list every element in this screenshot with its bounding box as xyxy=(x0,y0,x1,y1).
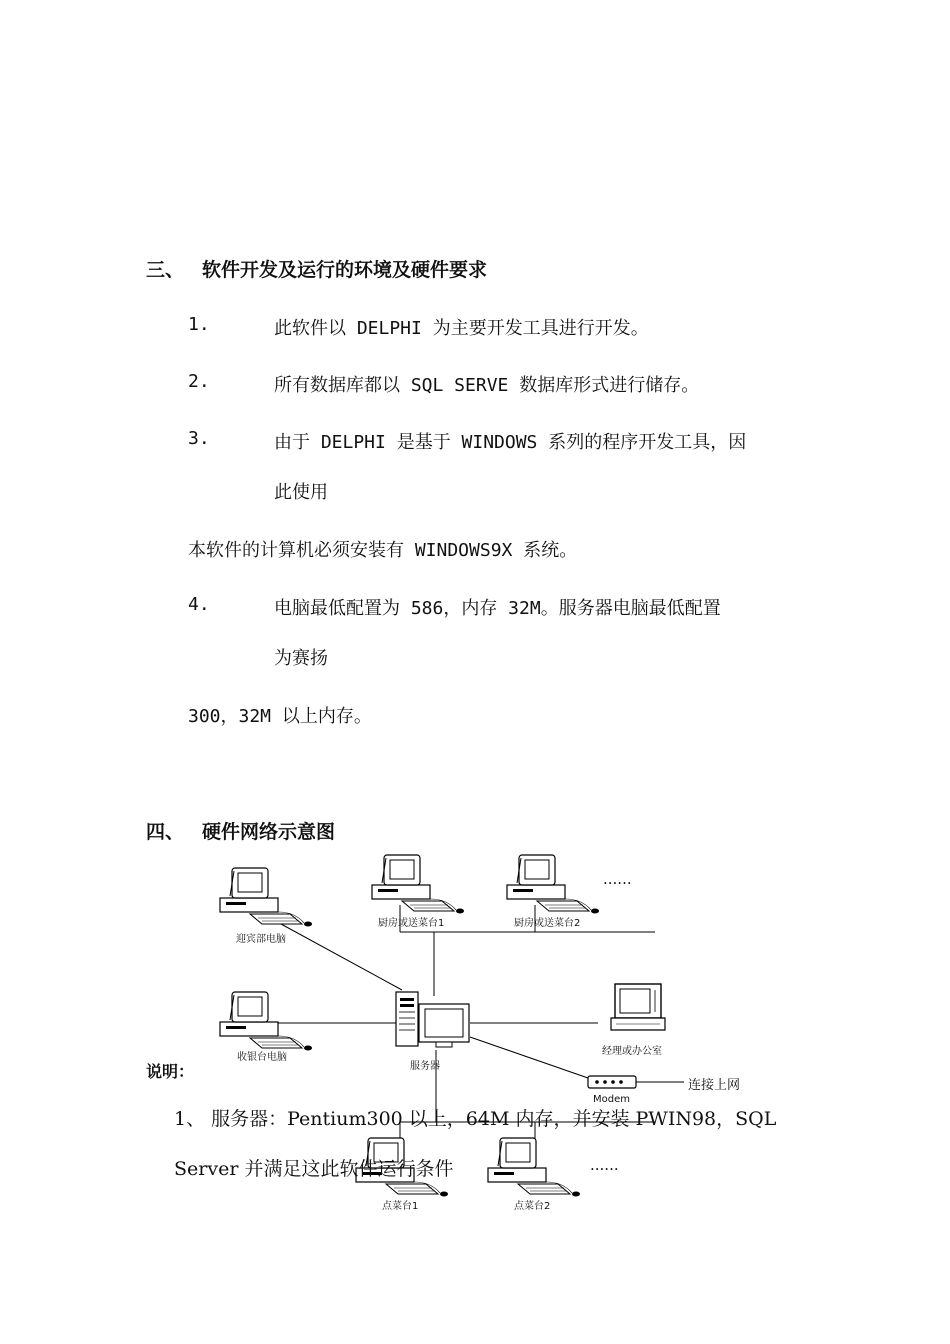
item3-text: 由于 DELPHI 是基于 WINDOWS 系列的程序开发工具，因 xyxy=(274,432,747,453)
item3-number: 3. xyxy=(188,428,210,449)
order1-label: 点菜台1 xyxy=(382,1201,419,1212)
modem-label: Modem xyxy=(593,1094,630,1105)
item3-continuation: 此使用 xyxy=(274,482,328,503)
dots-bottom: ...... xyxy=(590,1156,619,1174)
dots-top: ...... xyxy=(603,870,632,888)
item2-text: 所有数据库都以 SQL SERVE 数据库形式进行储存。 xyxy=(274,375,700,396)
order2-label: 点菜台2 xyxy=(514,1201,551,1212)
kitchen1-pc-icon xyxy=(372,855,464,914)
section4-number: 四、 xyxy=(146,821,185,843)
item4-number: 4. xyxy=(188,594,210,615)
kitchen2-pc-icon xyxy=(507,855,599,914)
internet-label: 连接上网 xyxy=(688,1078,741,1093)
laptop-icon xyxy=(611,984,665,1030)
item4-continuation: 为赛扬 xyxy=(274,648,328,669)
notes-title: 说明： xyxy=(146,1062,195,1081)
item3-paragraph: 本软件的计算机必须安装有 WINDOWS9X 系统。 xyxy=(188,540,578,561)
kitchen2-label: 厨房或送菜台2 xyxy=(514,918,581,929)
cashier-label: 收银台电脑 xyxy=(237,1052,287,1063)
section3-number: 三、 xyxy=(146,259,185,281)
section4-title: 硬件网络示意图 xyxy=(202,821,336,843)
server-icon xyxy=(396,992,469,1047)
modem-icon xyxy=(588,1076,636,1088)
server-label: 服务器 xyxy=(410,1061,440,1072)
notes-item1-line1: 1、 服务器：Pentium300 以上，64M 内存，并安装 PWIN98，SQL xyxy=(174,1108,777,1130)
section3-title: 软件开发及运行的环境及硬件要求 xyxy=(202,259,488,281)
manager-label: 经理或办公室 xyxy=(602,1046,662,1057)
reception-pc-icon xyxy=(220,868,312,927)
item4-text: 电脑最低配置为 586，内存 32M。服务器电脑最低配置 xyxy=(274,598,721,619)
order2-pc-icon xyxy=(488,1138,580,1197)
cashier-pc-icon xyxy=(220,992,312,1051)
item1-text: 此软件以 DELPHI 为主要开发工具进行开发。 xyxy=(274,318,649,339)
item2-number: 2. xyxy=(188,371,210,392)
kitchen1-label: 厨房或送菜台1 xyxy=(378,918,445,929)
item1-number: 1. xyxy=(188,314,210,335)
notes-item1-line2: Server 并满足这此软件运行条件 xyxy=(174,1158,454,1180)
item4-paragraph: 300，32M 以上内存。 xyxy=(188,706,372,727)
reception-label: 迎宾部电脑 xyxy=(236,934,286,945)
